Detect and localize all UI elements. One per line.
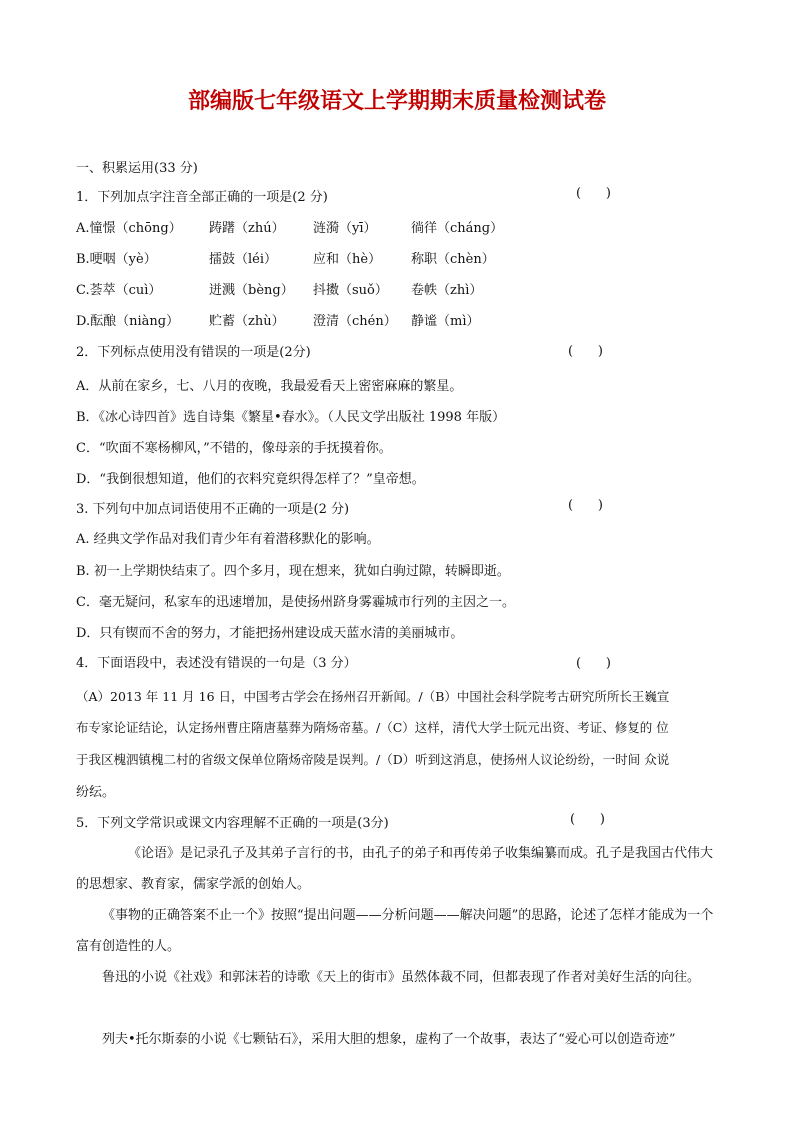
q4-passage-line-4: 纷纭。: [76, 785, 116, 800]
q1-option-b-4: 称职（chèn）: [411, 252, 495, 267]
q3-option-b: B. 初一上学期快结束了。四个多月，现在想来，犹如白驹过隙，转瞬即逝。: [76, 564, 510, 579]
q1-option-a-3: 涟漪（yī）: [313, 221, 377, 236]
section-heading: 一、积累运用(33 分): [76, 161, 198, 176]
question-3-stem: 3. 下列句中加点词语使用不正确的一项是(2 分): [76, 502, 350, 517]
question-4-answer-paren: ( ): [576, 656, 611, 671]
q1-option-d-4: 静谧（mì）: [411, 314, 480, 329]
question-5-stem: 5．下列文学常识或课文内容理解不正确的一项是(3分): [76, 816, 389, 831]
question-1-stem: 1．下列加点字注音全部正确的一项是(2 分): [76, 190, 328, 205]
question-3-answer-paren: ( ): [568, 498, 603, 513]
question-4-stem: 4．下面语段中，表述没有错误的一句是（3 分）: [76, 656, 357, 671]
q2-option-a: A．从前在家乡，七、八月的夜晚，我最爱看天上密密麻麻的繁星。: [76, 379, 463, 394]
q1-option-b-2: 擂鼓（léi）: [209, 252, 278, 267]
q1-option-b-1: B.哽咽（yè）: [76, 252, 157, 267]
q1-option-d-1: D.酝酿（niànɡ）: [76, 314, 180, 329]
q3-option-d: D．只有锲而不舍的努力，才能把扬州建设成天蓝水清的美丽城市。: [76, 626, 464, 641]
q4-passage-line-1: （A）2013 年 11 月 16 日，中国考古学会在扬州召开新闻。/（B）中国社会科学院考古研究所所长王巍宣: [76, 689, 670, 704]
q2-option-b: B．《冰心诗四首》选自诗集《繁星•春水》。（人民文学出版社 1998 年版）: [76, 410, 506, 425]
q5-paragraph-4: 列夫•托尔斯泰的小说《七颗钻石》，采用大胆的想象，虚构了一个故事，表达了“爱心可以创造奇迹”: [102, 1032, 676, 1047]
q1-option-a-4: 徜徉（chánɡ）: [411, 221, 504, 236]
question-2-answer-paren: ( ): [568, 344, 603, 359]
q5-paragraph-1: 《论语》是记录孔子及其弟子言行的书，由孔子的弟子和再传弟子收集编纂而成。孔子是我国古代伟大的思想家、教育家，儒家学派的创始人。: [76, 846, 714, 892]
q4-passage-line-2: 布专家论证结论，认定扬州曹庄隋唐墓葬为隋炀帝墓。/（C）这样，清代大学士阮元出资、考证、修复的 位: [76, 720, 669, 735]
q2-option-d: D．“我倒很想知道，他们的衣料究竟织得怎样了？”皇帝想。: [76, 472, 425, 487]
q2-option-c: C．“吹面不寒杨柳风，”不错的，像母亲的手抚摸着你。: [76, 441, 392, 456]
q1-option-b-3: 应和（hè）: [313, 252, 382, 267]
q1-option-c-1: C.荟萃（cuì）: [76, 283, 162, 298]
question-1-answer-paren: ( ): [576, 186, 611, 201]
page-title: 部编版七年级语文上学期期末质量检测试卷: [187, 89, 606, 114]
q1-option-a-1: A.憧憬（chōng）: [76, 221, 182, 236]
q3-option-a: A. 经典文学作品对我们青少年有着潜移默化的影响。: [76, 532, 380, 547]
q4-passage-line-3: 于我区槐泗镇槐二村的省级文保单位隋炀帝陵是误判。/（D）听到这消息，使扬州人议论纷纷，一时间 众说: [76, 752, 670, 767]
question-5-answer-paren: ( ): [570, 812, 605, 827]
question-2-stem: 2．下列标点使用没有错误的一项是(2分): [76, 345, 311, 360]
q1-option-d-3: 澄清（chén）: [313, 314, 397, 329]
q1-option-d-2: 贮蓄（zhù）: [209, 314, 285, 329]
q1-option-a-2: 踌躇（zhú）: [209, 221, 285, 236]
q5-paragraph-3: 鲁迅的小说《社戏》和郭沫若的诗歌《天上的街市》虽然体裁不同，但都表现了作者对美好生活的向往。: [102, 970, 701, 985]
q5-paragraph-2: 《事物的正确答案不止一个》按照“提出问题——分析问题——解决问题”的思路，论述了怎样才能成为一个富有创造性的人。: [76, 908, 714, 954]
q3-option-c: C．毫无疑问，私家车的迅速增加，是使扬州跻身雾霾城市行列的主因之一。: [76, 595, 515, 610]
q1-option-c-3: 抖擞（suǒ）: [313, 283, 388, 298]
q1-option-c-4: 卷帙（zhì）: [411, 283, 483, 298]
q1-option-c-2: 迸溅（bèng）: [209, 283, 294, 298]
